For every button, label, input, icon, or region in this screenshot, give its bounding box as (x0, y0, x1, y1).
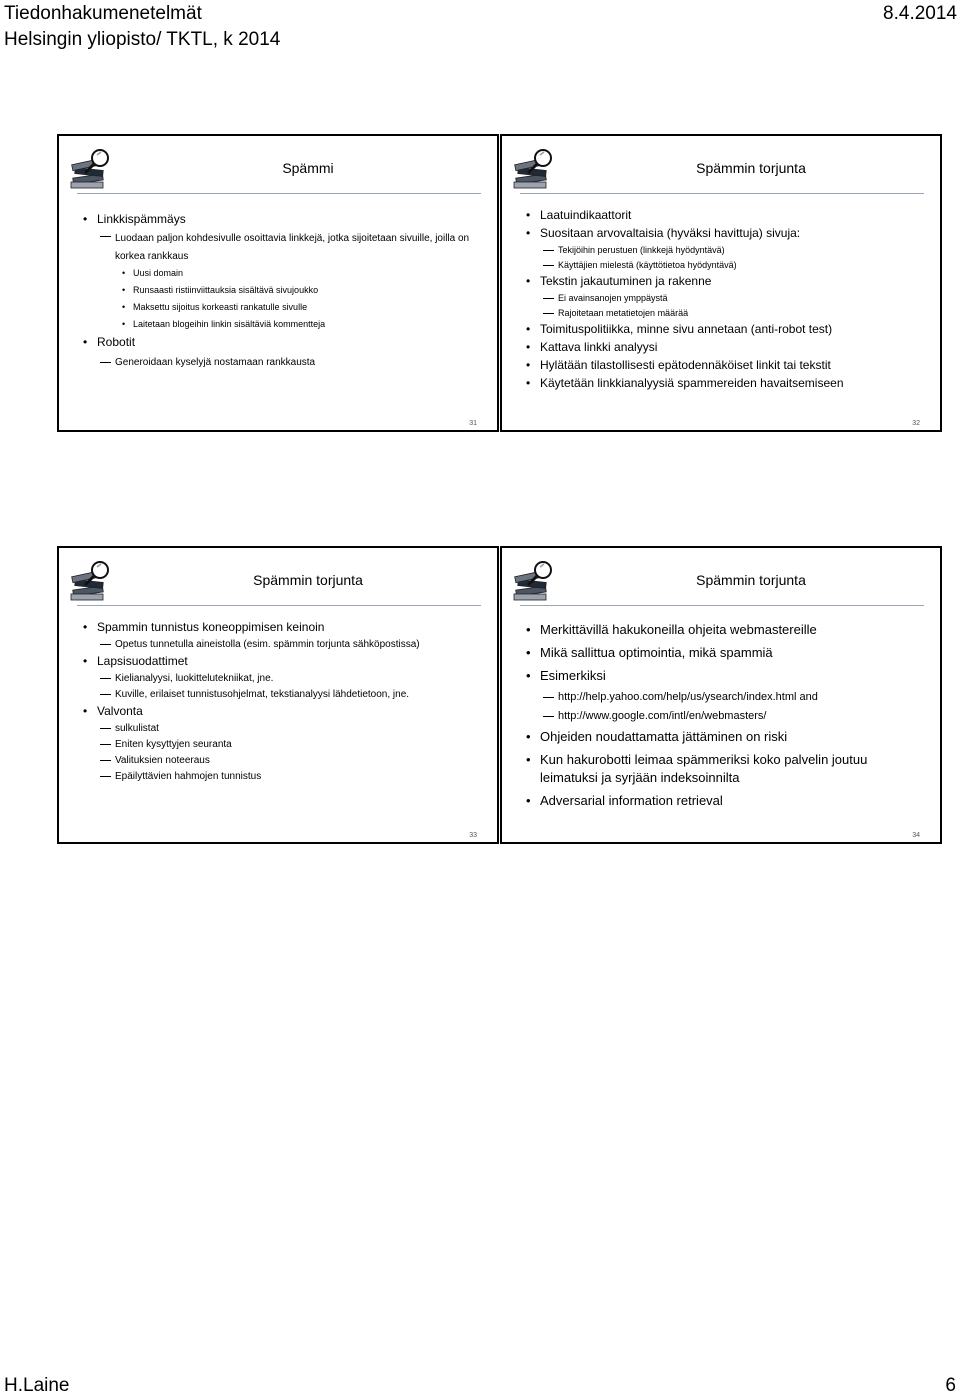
slide-33 (57, 546, 499, 844)
bullet-item: • Kattava linkki analyysi (524, 340, 926, 355)
sub-item: Valituksien noteeraus (81, 754, 483, 767)
sub-item: http://help.yahoo.com/help/us/ysearch/index.html and (524, 690, 926, 704)
sub-sub-item: • Laitetaan blogeihin linkin sisältäviä kommentteja (81, 318, 483, 330)
bullet-item: • Hylätään tilastollisesti epätodennäköiset linkit tai tekstit (524, 358, 926, 373)
bullet-item: • Merkittävillä hakukoneilla ohjeita webmastereille (524, 621, 926, 639)
title-divider (520, 605, 924, 606)
author: H.Laine (4, 1375, 70, 1396)
sub-sub-item: • Runsaasti ristiinviittauksia sisältävä sivujoukko (81, 284, 483, 296)
slide-title: Spämmi (282, 160, 334, 176)
sub-item: Rajoitetaan metatietojen määrää (524, 307, 926, 319)
page-number: 6 (945, 1375, 956, 1396)
slide-content (524, 621, 926, 815)
books-magnifier-icon (69, 558, 115, 602)
bullet-item: • Adversarial information retrieval (524, 792, 926, 810)
bullet-item: • Valvonta (81, 704, 483, 719)
bullet-item: • Esimerkiksi (524, 667, 926, 685)
bullet-item: • Suositaan arvovaltaisia (hyväksi havittuja) sivuja: (524, 226, 926, 241)
sub-item: Luodaan paljon kohdesivulle osoittavia linkkejä, jotka sijoitetaan sivuille, joilla on korkea rankkaus (81, 230, 483, 266)
bullet-item: • Käytetään linkkianalyysiä spammereiden havaitsemiseen (524, 376, 926, 391)
slide-34 (500, 546, 942, 844)
title-divider (77, 193, 481, 194)
bullet-item: • Tekstin jakautuminen ja rakenne (524, 274, 926, 289)
title-divider (77, 605, 481, 606)
slide-content (81, 620, 483, 786)
sub-item: Opetus tunnetulla aineistolla (esim. spämmin torjunta sähköpostissa) (81, 638, 483, 651)
sub-item: Kuville, erilaiset tunnistusohjelmat, tekstianalyysi lähdetietoon, jne. (81, 688, 483, 701)
sub-item: sulkulistat (81, 722, 483, 735)
sub-item: Ei avainsanojen ymppäystä (524, 292, 926, 304)
slide-32 (500, 134, 942, 432)
bullet-item: • Mikä sallittua optimointia, mikä spammiä (524, 644, 926, 662)
bullet-item: • Toimituspolitiikka, minne sivu annetaan (anti-robot test) (524, 322, 926, 337)
bullet-item: • Spammin tunnistus koneoppimisen keinoin (81, 620, 483, 635)
slide-content (524, 208, 926, 394)
slide-number: 32 (912, 420, 920, 427)
bullet-item: • Kun hakurobotti leimaa spämmeriksi koko palvelin joutuu leimatuksi ja syrjään indeksoinnilta (524, 751, 926, 787)
bullet-item: • Robotit (81, 335, 483, 350)
sub-item: Epäilyttävien hahmojen tunnistus (81, 770, 483, 783)
books-magnifier-icon (512, 146, 558, 190)
title-divider (520, 193, 924, 194)
slide-title: Spämmin torjunta (253, 572, 363, 588)
slide-number: 31 (469, 420, 477, 427)
slide-content (81, 212, 483, 372)
bullet-item: • Laatuindikaattorit (524, 208, 926, 223)
course-title: Tiedonhakumenetelmät (4, 3, 202, 24)
slide-number: 33 (469, 832, 477, 839)
sub-sub-item: • Maksettu sijoitus korkeasti rankatulle sivulle (81, 301, 483, 313)
slide-title: Spämmin torjunta (696, 572, 806, 588)
bullet-item: • Lapsisuodattimet (81, 654, 483, 669)
sub-item: Eniten kysyttyjen seuranta (81, 738, 483, 751)
slide-title: Spämmin torjunta (696, 160, 806, 176)
sub-item: Käyttäjien mielestä (käyttötietoa hyödyntävä) (524, 259, 926, 271)
bullet-item: • Linkkispämmäys (81, 212, 483, 227)
books-magnifier-icon (69, 146, 115, 190)
sub-item: Tekijöihin perustuen (linkkejä hyödyntävä) (524, 244, 926, 256)
books-magnifier-icon (512, 558, 558, 602)
sub-sub-item: • Uusi domain (81, 267, 483, 279)
slide-31 (57, 134, 499, 432)
slide-number: 34 (912, 832, 920, 839)
bullet-item: • Ohjeiden noudattamatta jättäminen on riski (524, 728, 926, 746)
sub-item: Kielianalyysi, luokittelutekniikat, jne. (81, 672, 483, 685)
sub-item: http://www.google.com/intl/en/webmasters/ (524, 709, 926, 723)
organization: Helsingin yliopisto/ TKTL, k 2014 (4, 29, 281, 50)
sub-item: Generoidaan kyselyjä nostamaan rankkausta (81, 356, 483, 369)
date: 8.4.2014 (883, 3, 957, 24)
